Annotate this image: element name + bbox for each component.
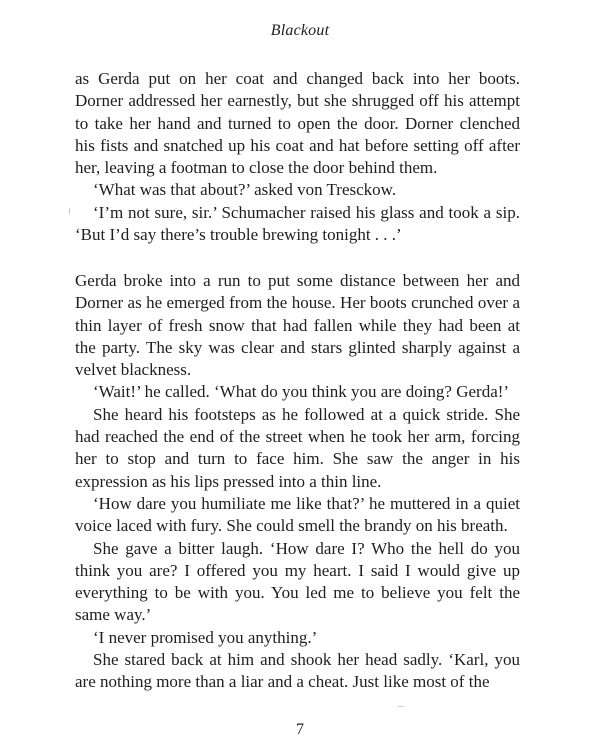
paragraph: ‘Wait!’ he called. ‘What do you think you are doing? Gerda!’ bbox=[93, 382, 510, 402]
page-number: 7 bbox=[296, 721, 304, 738]
paragraph: Gerda broke into a run to put some distance between her and Dorner as he emerged from the house. Her boots crunched over a thin layer of fresh snow that had fallen while they had been at the party. The sky was clear and stars glinted sharply against a velvet blackness. bbox=[75, 271, 520, 380]
section-1 bbox=[75, 68, 520, 246]
paragraph: as Gerda put on her coat and changed back into her boots. Dorner addressed her earnestly, but she shrugged off his attempt to take her hand and turned to open the door. Dorner clenched his fists and snatched up his coat and hat before setting off after her, leaving a footman to close the door behind them. bbox=[75, 69, 520, 178]
margin-mark bbox=[69, 208, 70, 214]
paragraph: ‘I’m not sure, sir.’ Schumacher raised his glass and took a sip. ‘But I’d say there’s trouble brewing tonight . . .’ bbox=[75, 202, 520, 245]
paragraph: ‘I never promised you anything.’ bbox=[93, 627, 318, 647]
paragraph: She stared back at him and shook her head sadly. ‘Karl, you are nothing more than a liar and a cheat. Just like most of the bbox=[75, 650, 520, 692]
running-head: Blackout bbox=[270, 22, 330, 39]
paragraph: She gave a bitter laugh. ‘How dare I? Who the hell do you think you are? I offered you my heart. I said I would give up everything to be with you. You led me to believe you felt the same way.’ bbox=[75, 538, 520, 625]
scan-speck bbox=[398, 706, 404, 707]
paragraph: ‘What was that about?’ asked von Tresckow. bbox=[93, 180, 397, 200]
section-2 bbox=[75, 270, 520, 694]
paragraph: ‘How dare you humiliate me like that?’ he muttered in a quiet voice laced with fury. She could smell the brandy on his breath. bbox=[75, 493, 520, 536]
paragraph: She heard his footsteps as he followed at a quick stride. She had reached the end of the street when he took her arm, forcing her to stop and turn to face him. She saw the anger in his expression as his lips pressed into a thin line. bbox=[75, 404, 520, 491]
